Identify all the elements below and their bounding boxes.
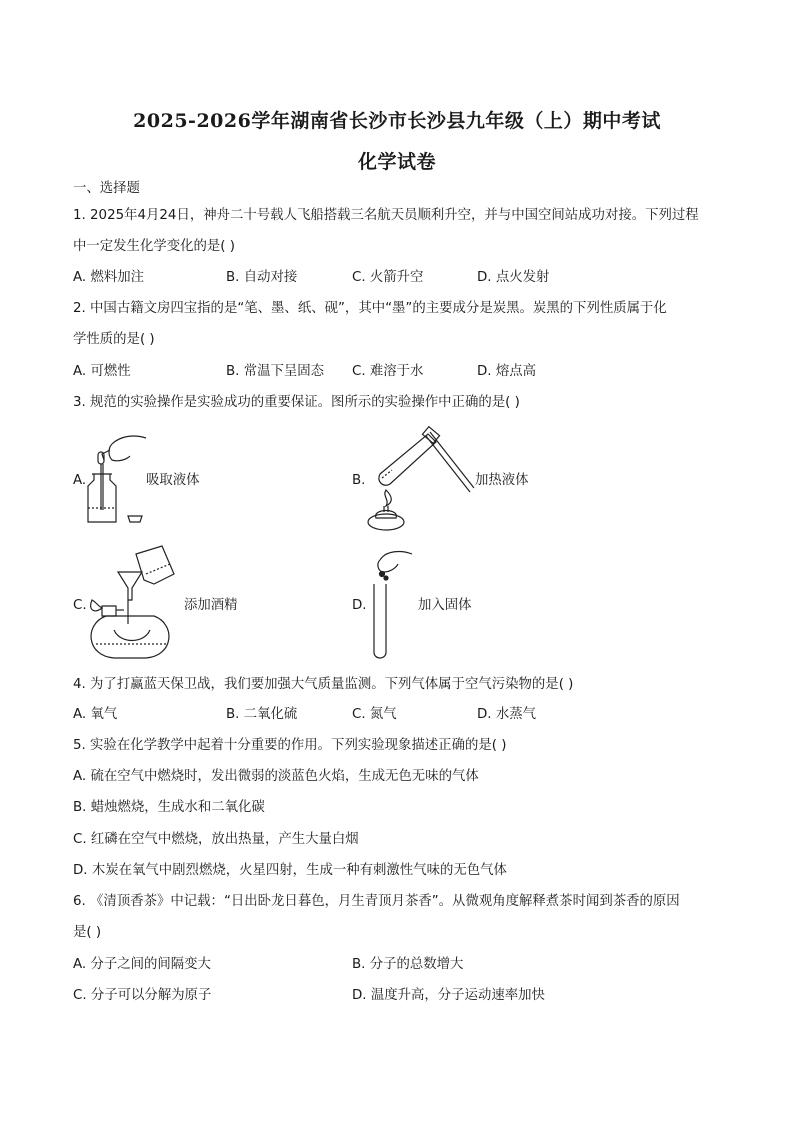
- q3-option-b[interactable]: B.: [352, 473, 366, 488]
- q3-option-d[interactable]: D.: [352, 598, 367, 613]
- heating-test-tube-figure: [366, 426, 476, 536]
- q3-caption-a: 吸取液体: [146, 473, 200, 488]
- q4-stem: 4. 为了打赢蓝天保卫战，我们要加强大气质量监测。下列气体属于空气污染物的是( ): [73, 677, 574, 692]
- q5-option-a[interactable]: A. 硫在空气中燃烧时，发出微弱的淡蓝色火焰，生成无色无味的气体: [73, 769, 479, 784]
- q6-option-d[interactable]: D. 温度升高，分子运动速率加快: [352, 988, 545, 1003]
- q4-option-c[interactable]: C. 氮气: [352, 707, 397, 722]
- q5-option-c[interactable]: C. 红磷在空气中燃烧，放出热量，产生大量白烟: [73, 832, 359, 847]
- exam-subtitle: 化学试卷: [357, 151, 436, 173]
- q1-option-c[interactable]: C. 火箭升空: [352, 270, 424, 285]
- q2-option-c[interactable]: C. 难溶于水: [352, 364, 424, 379]
- q6-option-a[interactable]: A. 分子之间的间隔变大: [73, 957, 211, 972]
- q3-caption-d: 加入固体: [418, 598, 472, 613]
- q2-option-a[interactable]: A. 可燃性: [73, 364, 131, 379]
- q1-stem-line-2: 中一定发生化学变化的是( ): [73, 239, 236, 254]
- q3-stem: 3. 规范的实验操作是实验成功的重要保证。图所示的实验操作中正确的是( ): [73, 395, 520, 410]
- q3-option-a[interactable]: A.: [73, 473, 87, 488]
- q3-caption-b: 加热液体: [475, 473, 529, 488]
- q4-option-d[interactable]: D. 水蒸气: [477, 707, 536, 722]
- q5-stem: 5. 实验在化学教学中起着十分重要的作用。下列实验现象描述正确的是( ): [73, 738, 507, 753]
- q6-option-c[interactable]: C. 分子可以分解为原子: [73, 988, 212, 1003]
- q2-option-b[interactable]: B. 常温下呈固态: [226, 364, 325, 379]
- q1-option-b[interactable]: B. 自动对接: [226, 270, 298, 285]
- q1-stem-line-1: 1. 2025年4月24日，神舟二十号载人飞船搭载三名航天员顺利升空，并与中国空间站成功对接。下列过程: [73, 208, 699, 223]
- q4-option-a[interactable]: A. 氧气: [73, 707, 118, 722]
- adding-alcohol-figure: [84, 544, 180, 662]
- dropper-beaker-figure: [82, 430, 152, 526]
- q6-option-b[interactable]: B. 分子的总数增大: [352, 957, 464, 972]
- section-heading: 一、选择题: [73, 181, 140, 196]
- q2-option-d[interactable]: D. 熔点高: [477, 364, 536, 379]
- q6-stem-line-2: 是( ): [73, 925, 102, 940]
- adding-solid-figure: [368, 548, 414, 662]
- q4-option-b[interactable]: B. 二氧化硫: [226, 707, 298, 722]
- q6-stem-line-1: 6. 《清顶香茶》中记载：“日出卧龙日暮色，月生青顶月茶香”。从微观角度解释煮茶时闻到茶香的原因: [73, 894, 680, 909]
- q2-stem-line-1: 2. 中国古籍文房四宝指的是“笔、墨、纸、砚”，其中“墨”的主要成分是炭黑。炭黑的下列性质属于化: [73, 301, 667, 316]
- q3-caption-c: 添加酒精: [184, 598, 238, 613]
- q5-option-d[interactable]: D. 木炭在氧气中剧烈燃烧，火星四射，生成一种有刺激性气味的无色气体: [73, 863, 507, 878]
- q2-stem-line-2: 学性质的是( ): [73, 332, 155, 347]
- q3-option-c[interactable]: C.: [73, 598, 87, 613]
- exam-title: 2025-2026学年湖南省长沙市长沙县九年级（上）期中考试: [133, 110, 661, 132]
- q5-option-b[interactable]: B. 蜡烛燃烧，生成水和二氧化碳: [73, 800, 265, 815]
- q1-option-d[interactable]: D. 点火发射: [477, 270, 550, 285]
- q1-option-a[interactable]: A. 燃料加注: [73, 270, 144, 285]
